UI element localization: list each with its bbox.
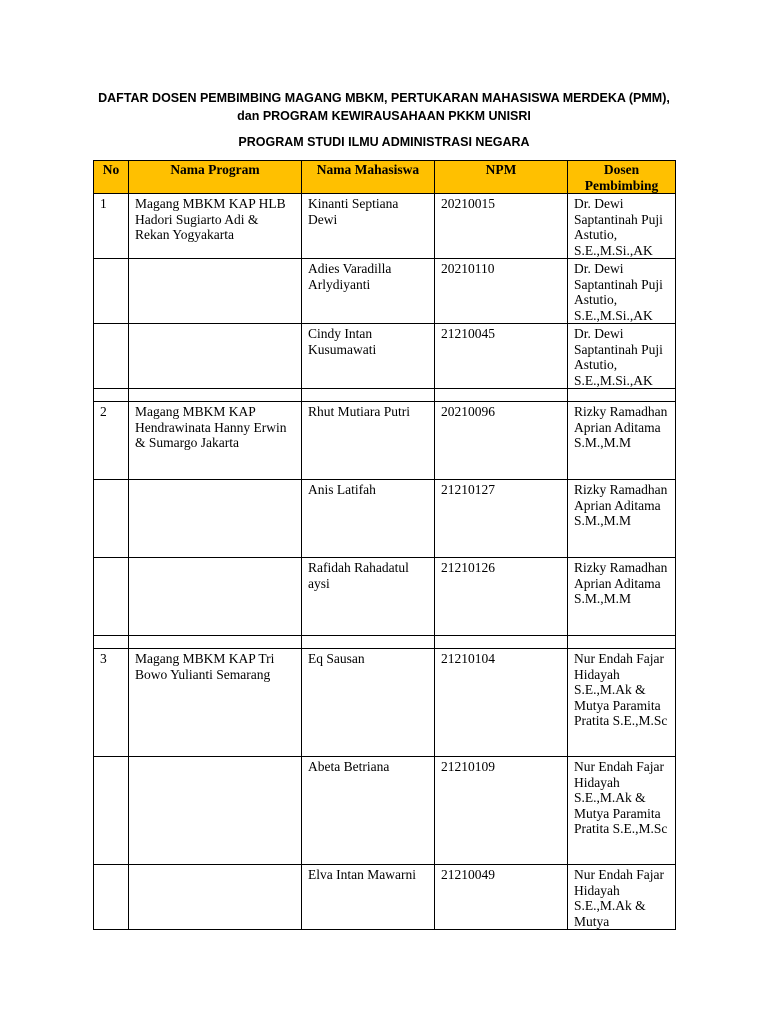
cell-no — [94, 259, 129, 324]
document-title-line-1: DAFTAR DOSEN PEMBIMBING MAGANG MBKM, PERTUKARAN MAHASISWA MERDEKA (PMM), — [98, 91, 670, 105]
table-row — [94, 480, 676, 558]
table-header-row — [94, 161, 676, 194]
supervisor-table — [93, 160, 676, 930]
cell-student-name: Rhut Mutiara Putri — [302, 402, 435, 480]
cell-no: 3 — [94, 649, 129, 757]
cell-program — [129, 480, 302, 558]
column-header-program: Nama Program — [129, 161, 302, 194]
cell-student-name: Adies Varadilla Arlydiyanti — [302, 259, 435, 324]
cell-program: Magang MBKM KAP HLB Hadori Sugiarto Adi & Rekan Yogyakarta — [129, 194, 302, 259]
cell-npm: 20210096 — [435, 402, 568, 480]
spacer-row — [94, 389, 676, 402]
cell-no: 1 — [94, 194, 129, 259]
table-row — [94, 865, 676, 930]
column-header-student-name: Nama Mahasiswa — [302, 161, 435, 194]
cell-supervisor: Dr. Dewi Saptantinah Puji Astutio, S.E.,M.Si.,AK — [568, 194, 676, 259]
cell-supervisor: Rizky Ramadhan Aprian Aditama S.M.,M.M — [568, 480, 676, 558]
table-row — [94, 324, 676, 389]
table-row — [94, 402, 676, 480]
cell-no — [94, 558, 129, 636]
cell-supervisor: Rizky Ramadhan Aprian Aditama S.M.,M.M — [568, 558, 676, 636]
cell-npm: 21210109 — [435, 757, 568, 865]
table-row — [94, 558, 676, 636]
cell-npm: 20210015 — [435, 194, 568, 259]
cell-supervisor: Nur Endah Fajar Hidayah S.E.,M.Ak & Mutya Paramita Pratita S.E.,M.Sc — [568, 649, 676, 757]
document-subtitle: PROGRAM STUDI ILMU ADMINISTRASI NEGARA — [238, 135, 530, 149]
cell-student-name: Abeta Betriana — [302, 757, 435, 865]
cell-program — [129, 558, 302, 636]
cell-program — [129, 259, 302, 324]
cell-npm: 21210104 — [435, 649, 568, 757]
table-row — [94, 259, 676, 324]
cell-student-name: Rafidah Rahadatul aysi — [302, 558, 435, 636]
cell-student-name: Kinanti Septiana Dewi — [302, 194, 435, 259]
cell-supervisor: Dr. Dewi Saptantinah Puji Astutio, S.E.,M.Si.,AK — [568, 259, 676, 324]
cell-student-name: Cindy Intan Kusumawati — [302, 324, 435, 389]
document-title-line-2: dan PROGRAM KEWIRAUSAHAAN PKKM UNISRI — [237, 109, 531, 123]
cell-npm: 21210045 — [435, 324, 568, 389]
cell-supervisor: Nur Endah Fajar Hidayah S.E.,M.Ak & Mutya — [568, 865, 676, 930]
column-header-supervisor: Dosen Pembimbing — [568, 161, 676, 194]
cell-supervisor: Nur Endah Fajar Hidayah S.E.,M.Ak & Mutya Paramita Pratita S.E.,M.Sc — [568, 757, 676, 865]
column-header-no: No — [94, 161, 129, 194]
cell-student-name: Eq Sausan — [302, 649, 435, 757]
cell-program — [129, 324, 302, 389]
cell-npm: 21210126 — [435, 558, 568, 636]
cell-no — [94, 480, 129, 558]
cell-program — [129, 757, 302, 865]
table-row — [94, 757, 676, 865]
cell-no: 2 — [94, 402, 129, 480]
cell-student-name: Anis Latifah — [302, 480, 435, 558]
cell-npm: 21210127 — [435, 480, 568, 558]
cell-program: Magang MBKM KAP Hendrawinata Hanny Erwin & Sumargo Jakarta — [129, 402, 302, 480]
cell-npm: 20210110 — [435, 259, 568, 324]
cell-no — [94, 324, 129, 389]
cell-supervisor: Rizky Ramadhan Aprian Aditama S.M.,M.M — [568, 402, 676, 480]
table-row — [94, 194, 676, 259]
cell-program: Magang MBKM KAP Tri Bowo Yulianti Semarang — [129, 649, 302, 757]
cell-no — [94, 757, 129, 865]
cell-no — [94, 865, 129, 930]
cell-program — [129, 865, 302, 930]
column-header-npm: NPM — [435, 161, 568, 194]
table-row — [94, 649, 676, 757]
cell-student-name: Elva Intan Mawarni — [302, 865, 435, 930]
cell-supervisor: Dr. Dewi Saptantinah Puji Astutio, S.E.,M.Si.,AK — [568, 324, 676, 389]
cell-npm: 21210049 — [435, 865, 568, 930]
spacer-row — [94, 636, 676, 649]
